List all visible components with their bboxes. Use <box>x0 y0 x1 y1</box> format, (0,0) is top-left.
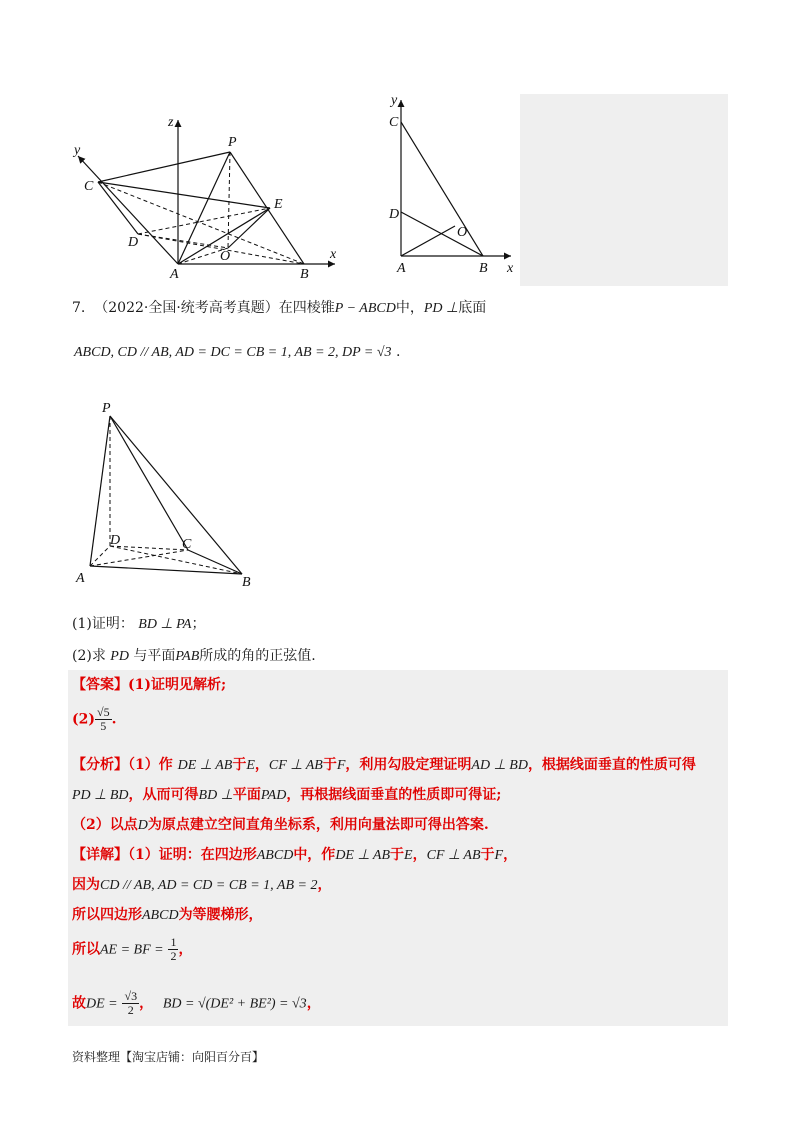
analysis-pad: PAD <box>260 788 287 803</box>
q2-b: 与平面 <box>133 648 176 664</box>
detail-de-ab: DE ⊥ AB <box>335 848 391 863</box>
detail-half-fraction <box>168 936 178 963</box>
detail-line-1 <box>72 846 517 865</box>
analysis-tag: 【分析】（1）作 <box>72 757 173 773</box>
analysis-p2-b: 为原点建立空间直角坐标系，利用向量法即可得出答案. <box>147 817 489 833</box>
label-C-2d: C <box>389 115 399 130</box>
analysis-ad-bd: AD ⊥ BD <box>471 758 528 773</box>
detail-t2: 于 <box>390 847 405 863</box>
detail-so1: 所以四边形 <box>72 907 142 923</box>
problem-condition: ABCD, CD // AB, AD = DC = CB = 1, AB = 2, DP = √3 <box>74 345 392 360</box>
detail-so2: 所以 <box>72 941 100 958</box>
label-P: P <box>228 135 237 150</box>
label-O: O <box>220 249 231 264</box>
figure-pyramid-pabcd <box>70 398 270 590</box>
detail-ae-bf: AE = BF = <box>100 942 164 958</box>
detail-t1: 中，作 <box>293 847 336 863</box>
detail-t5: ， <box>503 847 518 863</box>
detail-c1: ， <box>317 877 332 893</box>
figure-plane-abcd <box>385 92 520 282</box>
answer-frac-num: √5 <box>97 705 110 719</box>
problem-mid: 中， <box>395 300 424 316</box>
problem-line-1 <box>72 299 486 318</box>
answer-line-1 <box>72 676 226 694</box>
detail-because: 因为 <box>72 877 100 893</box>
detail-de-num: √3 <box>124 989 138 1003</box>
analysis-e: E <box>246 758 255 773</box>
detail-de-fraction <box>122 990 139 1017</box>
detail-e: E <box>404 848 413 863</box>
footer-source <box>72 1048 264 1065</box>
analysis-text3: ，从而可得 <box>128 787 199 803</box>
label-B-3: B <box>242 575 251 590</box>
footer-text: 资料整理【淘宝店铺：向阳百分百】 <box>72 1050 265 1064</box>
label-x-2d: x <box>507 261 514 276</box>
q2-pab: PAB <box>175 649 200 664</box>
analysis-text4: 平面 <box>232 787 261 803</box>
detail-half-den: 2 <box>170 949 177 963</box>
detail-f: F <box>494 848 504 863</box>
answer-part2-prefix: (2) <box>72 711 95 728</box>
analysis-at-e: 于 <box>232 757 247 773</box>
answer-part2-end: . <box>111 711 117 728</box>
analysis-p2-a: （2）以点 <box>72 817 138 833</box>
problem-tail: 底面 <box>458 300 487 316</box>
detail-de-eq: DE = <box>86 996 118 1012</box>
pyramid-label: P − ABCD <box>334 301 396 316</box>
analysis-line-3 <box>72 816 489 835</box>
question-2 <box>72 647 316 666</box>
label-z: z <box>168 115 174 130</box>
analysis-text1: ，利用勾股定理证明 <box>345 757 472 773</box>
q1-prefix: (1)证明： <box>72 616 134 632</box>
label-B-2d: B <box>479 261 488 276</box>
detail-de-den: 2 <box>127 1003 134 1017</box>
analysis-text5: ，再根据线面垂直的性质即可得证; <box>286 787 502 803</box>
analysis-line-1 <box>72 756 696 775</box>
label-E: E <box>274 197 283 212</box>
label-D-3: D <box>110 533 121 548</box>
detail-t3: ， <box>412 847 427 863</box>
analysis-text2: ，根据线面垂直的性质可得 <box>527 757 696 773</box>
detail-tag: 【详解】（1）证明：在四边形 <box>72 847 257 863</box>
detail-line-2 <box>72 876 331 895</box>
answer-fraction <box>95 706 112 733</box>
gray-panel-top <box>520 94 728 286</box>
analysis-pd-bd: PD ⊥ BD <box>72 788 129 803</box>
detail-line-5 <box>72 990 321 1017</box>
detail-line-4 <box>72 936 192 963</box>
question-1 <box>72 615 205 634</box>
label-y-2d: y <box>391 93 398 108</box>
detail-hence: 故 <box>72 995 86 1012</box>
detail-c3: ， <box>139 995 154 1012</box>
label-A: A <box>170 267 179 282</box>
q2-c: 所成的角的正弦值. <box>199 648 316 664</box>
detail-abcd2: ABCD <box>142 908 179 923</box>
label-A-3: A <box>76 571 85 586</box>
label-P-3: P <box>102 401 111 416</box>
analysis-bd-perp: BD ⊥ <box>198 788 233 803</box>
detail-so1b: 为等腰梯形， <box>178 907 263 923</box>
analysis-at-f: 于 <box>322 757 337 773</box>
q1-math: BD ⊥ PA <box>138 617 192 632</box>
detail-bd-eq: BD = √(DE² + BE²) = √3 <box>162 996 307 1012</box>
q2-a: (2)求 <box>72 648 106 664</box>
problem-number: 7. <box>72 300 86 316</box>
label-D: D <box>128 235 139 250</box>
analysis-de-ab: DE ⊥ AB <box>177 758 233 773</box>
label-B: B <box>300 267 309 282</box>
label-O-2d: O <box>457 225 468 240</box>
detail-cf-ab: CF ⊥ AB <box>426 848 481 863</box>
figure-coordinate-pyramid <box>70 100 370 290</box>
detail-abcd: ABCD <box>256 848 294 863</box>
detail-line-3 <box>72 906 263 925</box>
label-y: y <box>74 143 81 158</box>
label-x: x <box>330 247 337 262</box>
problem-end: . <box>396 344 401 360</box>
q2-pd: PD <box>110 649 129 664</box>
label-A-2d: A <box>397 261 406 276</box>
detail-half-num: 1 <box>170 935 177 949</box>
analysis-f: F <box>336 758 346 773</box>
label-D-2d: D <box>389 207 400 222</box>
label-C-3: C <box>182 537 192 552</box>
analysis-p2-d: D <box>137 818 148 833</box>
pd-perp: PD ⊥ <box>423 301 459 316</box>
analysis-line-2 <box>72 786 501 805</box>
problem-source: （2022·全国·统考高考真题）在四棱锥 <box>94 300 335 316</box>
detail-c2: ， <box>178 941 193 958</box>
analysis-comma: ， <box>254 757 269 773</box>
detail-c4: ， <box>306 995 321 1012</box>
answer-frac-den: 5 <box>100 719 107 733</box>
detail-t4: 于 <box>480 847 495 863</box>
detail-cond: CD // AB, AD = CD = CB = 1, AB = 2 <box>100 878 318 893</box>
q1-end: ； <box>191 616 206 632</box>
answer-line-2 <box>72 706 116 733</box>
problem-line-2 <box>74 343 400 362</box>
analysis-cf-ab: CF ⊥ AB <box>268 758 323 773</box>
label-C: C <box>84 179 94 194</box>
answer-tag: 【答案】(1)证明见解析; <box>72 677 227 693</box>
